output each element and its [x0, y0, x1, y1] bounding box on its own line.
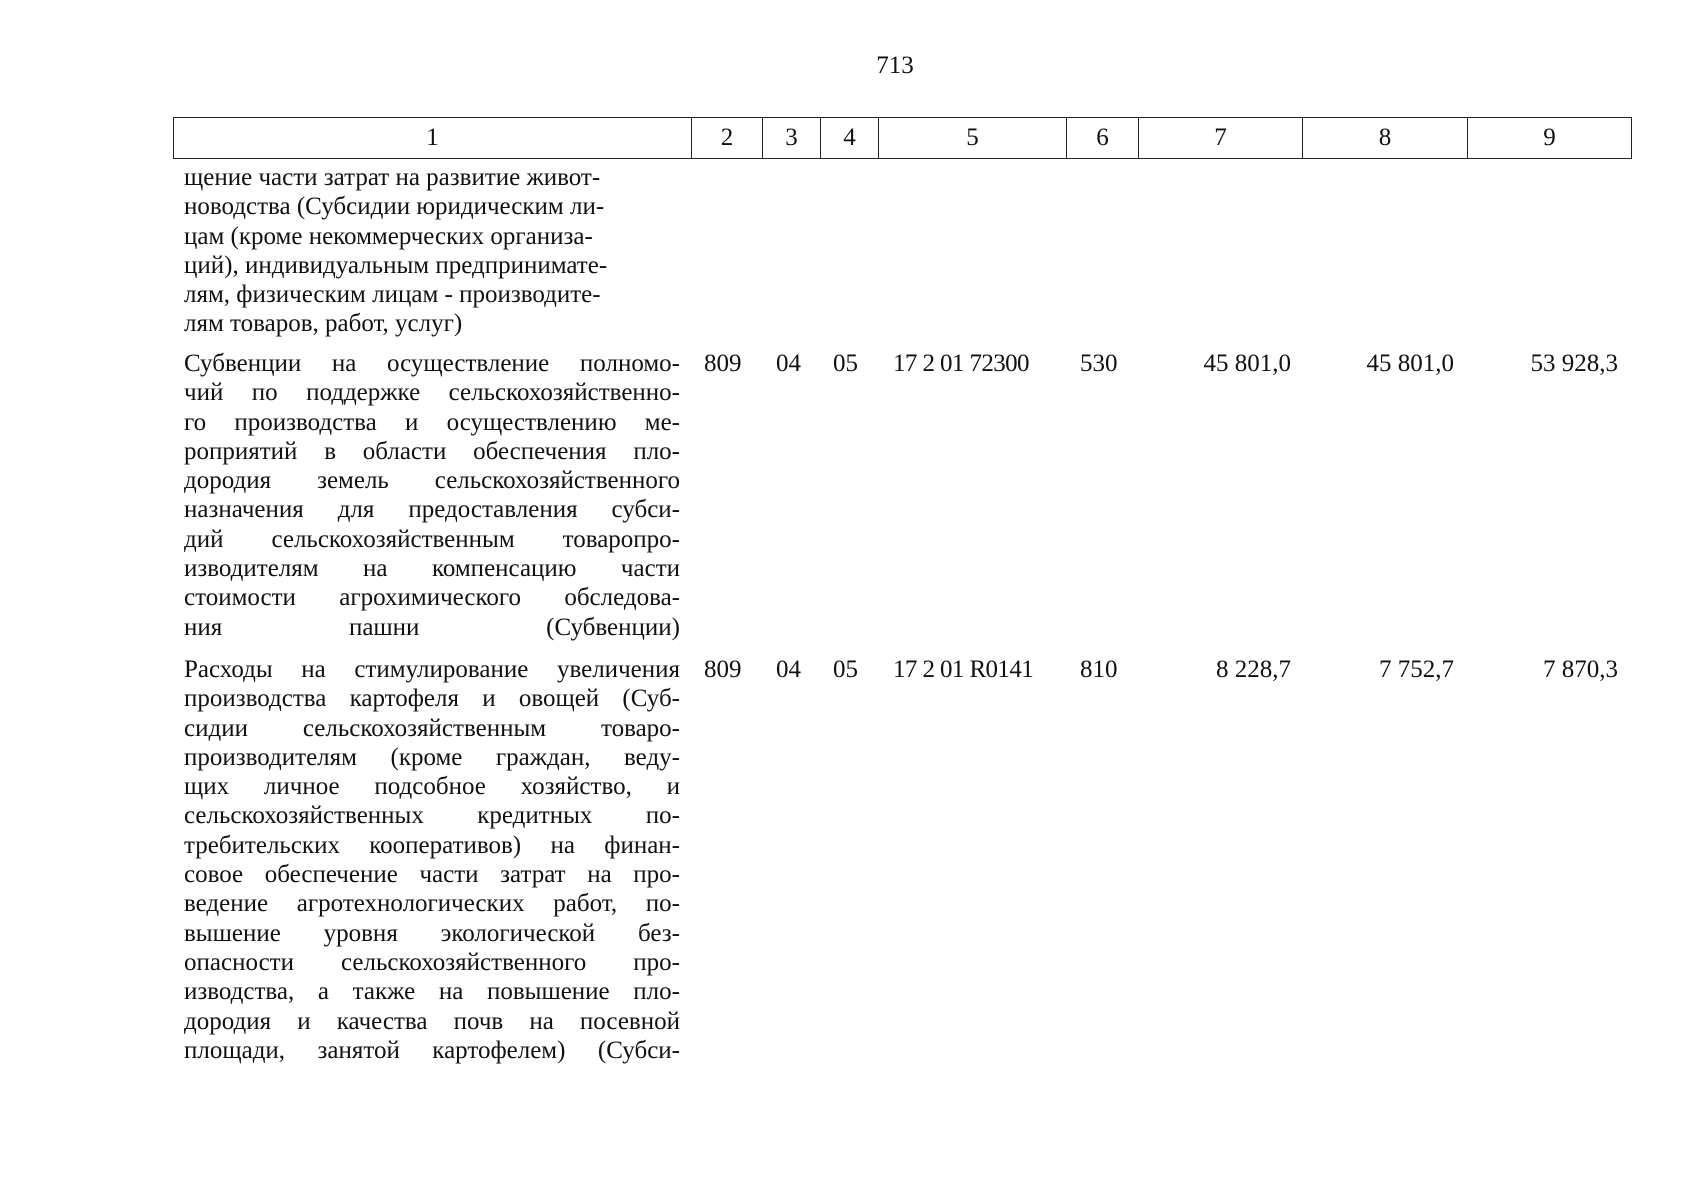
cell-col2: 809 — [704, 656, 742, 683]
cell-col6: 810 — [1080, 656, 1118, 683]
column-header-8: 8 — [1303, 118, 1468, 159]
cell-col3: 04 — [776, 656, 801, 683]
cell-col2: 809 — [704, 350, 742, 377]
cell-col9: 7 870,3 — [1543, 656, 1618, 683]
column-header-3: 3 — [763, 118, 821, 159]
cell-col4: 05 — [833, 656, 858, 683]
cell-col7: 8 228,7 — [1216, 656, 1291, 683]
cell-col4: 05 — [833, 350, 858, 377]
cell-col3: 04 — [776, 350, 801, 377]
row-description: щение части затрат на развитие живот- новодства (Субсидии юридическим ли- цам (кроме некоммерческих организа- ций), индивидуальным предпринимате- лям, физическим лицам - производите- лям товаров, работ, услуг) — [184, 164, 608, 338]
cell-col7: 45 801,0 — [1203, 350, 1291, 377]
column-header-1: 1 — [174, 118, 692, 159]
cell-col8: 45 801,0 — [1366, 350, 1454, 377]
column-header-2: 2 — [692, 118, 763, 159]
cell-col8: 7 752,7 — [1379, 656, 1454, 683]
column-header-7: 7 — [1139, 118, 1303, 159]
cell-col5: 17 2 01 R0141 — [893, 656, 1034, 683]
column-header-6: 6 — [1067, 118, 1139, 159]
page-number: 713 — [876, 52, 914, 79]
row-description: Расходы на стимулирование увеличения производства картофеля и овощей (Суб- сидии сельскохозяйственным товаро- производителям (кроме граждан, веду- щих личное подсобное хозяйство, и сельскохозяйственных кредитных по- требительских кооперативов) на финан- совое обеспечение части затрат на про- ведение агротехнологических работ, по- вышение уровня экологической без- опасности сельскохозяйственного про- изводства, а также на повышение пло- дородия и качества почв на посевной площади, занятой картофелем) (Субси- — [184, 656, 680, 1064]
row-description: Субвенции на осуществление полномо- чий по поддержке сельскохозяйственно- го производства и осуществлению ме- роприятий в области обеспечения пло- дородия земель сельскохозяйственного назначения для предоставления субси- дий сельскохозяйственным товаропро- изводителям на компенсацию части стоимости агрохимического обследова- ния пашни (Субвенции) — [184, 350, 680, 641]
table-header — [173, 117, 1632, 159]
cell-col5: 17 2 01 72300 — [893, 350, 1029, 377]
column-header-5: 5 — [879, 118, 1067, 159]
column-header-9: 9 — [1468, 118, 1632, 159]
column-header-4: 4 — [821, 118, 879, 159]
cell-col6: 530 — [1080, 350, 1118, 377]
cell-col9: 53 928,3 — [1530, 350, 1618, 377]
